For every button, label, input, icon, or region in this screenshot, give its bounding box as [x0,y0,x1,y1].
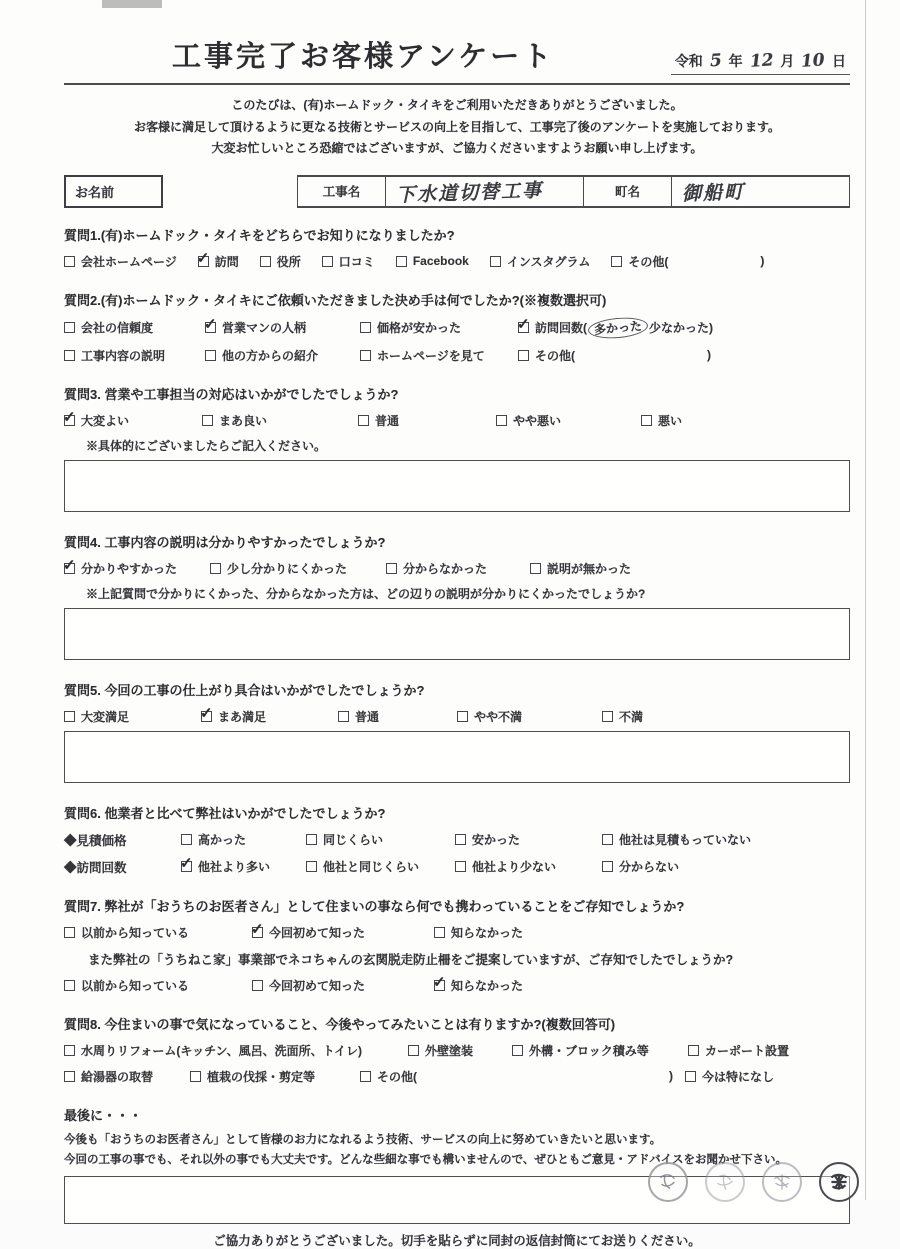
date-field [671,51,850,75]
option-other[interactable] [360,1068,673,1085]
option-label: 外壁塗装 [425,1043,474,1058]
town-name-field[interactable] [672,177,849,206]
option-somewhat-dissatisfied[interactable] [457,708,602,725]
option-label: 訪問 [214,254,239,269]
option-label: 口コミ [338,254,375,269]
checkbox-icon[interactable] [181,861,192,872]
option-did-not-know[interactable] [434,924,850,941]
option-label: 大変よい [81,413,130,428]
checkbox-icon[interactable] [198,256,209,267]
page-title: 工事完了お客様アンケート [172,41,555,73]
question-4-note: ※上記質問で分かりにくかった、分からなかった方は、どの辺りの説明が分かりにくかったでしょうか? [86,586,646,601]
checkbox-icon[interactable] [64,256,75,267]
option-label: 知らなかった [451,925,524,940]
checkbox-icon[interactable] [201,711,212,722]
option-label: まあ満足 [218,709,267,724]
option-normal[interactable] [338,708,457,725]
checkbox-icon[interactable] [260,256,271,267]
hanko-stamp-icon [819,1162,859,1202]
stamp-row [648,1162,859,1202]
question-3-options [64,412,850,429]
name-label: お名前 [75,184,115,200]
scan-page-edge [865,0,866,1200]
question-3-comment-box[interactable] [64,460,850,512]
option-low-price[interactable] [360,319,518,336]
closing-line: 今後も「おうちのお医者さん」として皆様のお力になれるよう技術、サービスの向上に努めていきたいと思います。 [64,1133,662,1146]
question-7-sub-heading: また弊社の「うちねこ家」事業部でネコちゃんの玄関脱走防止柵をご提案していますが、ご存知でしたでしょうか? [88,952,734,967]
option-learned-this-time[interactable] [252,977,434,994]
question-5 [64,680,850,783]
row-bullet-label: ◆訪問回数 [64,860,127,875]
date-year-value: 5 [709,50,723,72]
option-did-not-know[interactable] [434,977,850,994]
checkbox-icon[interactable] [64,1071,75,1082]
checkbox-icon[interactable] [306,861,317,872]
question-5-comment-box[interactable] [64,731,850,783]
work-info-table [297,175,850,208]
option-label: 役所 [276,254,301,269]
work-name-value: 下水道切替工事 [395,179,544,207]
option-dont-know[interactable] [602,858,850,875]
question-7 [64,896,850,994]
question-8-heading: 質問8. 今住まいの事で気になっていること、今後やってみたいことは有りますか?(複数回答可) [64,1016,616,1032]
question-4-heading: 質問4. 工事内容の説明は分かりやすかったでしょうか? [64,534,386,550]
option-label: 他社より少ない [472,860,557,875]
checkbox-icon[interactable] [205,322,216,333]
option-cheaper[interactable] [455,831,602,848]
option-fairly-good[interactable] [202,412,358,429]
option-label: Facebook [412,254,469,269]
option-label: 工事内容の説明 [81,348,166,363]
option-label: 説明が無かった [547,561,632,576]
question-2-row-2 [64,347,850,364]
checkbox-icon[interactable] [190,1071,201,1082]
option-label: 安かった [472,833,521,848]
date-era-label: 令和 [674,53,703,69]
checkbox-icon[interactable] [518,322,529,333]
question-8-row-1 [64,1042,850,1059]
checkbox-icon[interactable] [181,834,192,845]
option-label: 会社の信頼度 [81,321,154,336]
date-month-value: 12 [748,50,774,72]
checkbox-icon[interactable] [64,711,75,722]
checkbox-icon[interactable] [518,350,529,361]
hanko-stamp-icon [762,1162,802,1202]
option-label-suffix: 少なかった) [649,321,714,336]
option-label: 会社ホームページ [81,254,177,269]
option-label: やや不満 [474,709,523,724]
option-bad[interactable] [641,412,850,429]
checkbox-icon[interactable] [64,563,75,574]
option-very-good[interactable] [64,412,202,429]
option-salesman-character[interactable] [205,319,360,336]
option-label: 少し分かりにくかった [227,561,348,576]
option-city-office[interactable] [260,253,301,270]
option-label: ホームページを見て [377,348,485,363]
option-label: 営業マンの人柄 [222,321,307,336]
checkbox-icon[interactable] [64,1045,75,1056]
spacer [163,175,297,208]
option-label: 分からなかった [403,561,488,576]
option-work-explanation[interactable] [64,347,205,364]
checkbox-icon[interactable] [64,927,75,938]
question-3-heading: 質問3. 営業や工事担当の対応はいかがでしたでしょうか? [64,386,399,402]
town-name-label: 町名 [584,177,672,206]
question-7-heading: 質問7. 弊社が「おうちのお医者さん」として住まいの事なら何でも携わっていることをご存知でしょうか? [64,898,685,914]
option-no-explanation[interactable] [530,560,850,577]
closing-heading: 最後に・・・ [64,1107,143,1123]
option-knew-before[interactable] [64,977,252,994]
checkbox-icon[interactable] [512,1045,523,1056]
option-label: 高かった [198,833,247,848]
checkbox-icon[interactable] [64,322,75,333]
checkbox-icon[interactable] [202,415,213,426]
scan-artifact [102,0,162,8]
checkbox-icon[interactable] [530,563,541,574]
paren-close: ) [669,1069,673,1084]
option-fewer-than-others[interactable] [455,858,602,875]
question-7-row-1 [64,924,850,941]
option-label: まあ良い [219,413,268,428]
option-fairly-satisfied[interactable] [201,708,338,725]
option-water-heater-replacement[interactable] [64,1068,190,1085]
option-dissatisfied[interactable] [602,708,850,725]
option-word-of-mouth[interactable] [322,253,375,270]
option-other[interactable] [518,347,850,364]
question-5-heading: 質問5. 今回の工事の仕上がり具合はいかがでしたでしょうか? [64,682,425,698]
checkbox-icon[interactable] [358,415,369,426]
option-label: 水周りリフォーム(キッチン、風呂、洗面所、トイレ) [81,1043,362,1058]
fields-row [64,175,850,208]
checkbox-icon[interactable] [322,256,333,267]
option-label: インスタグラム [506,254,591,269]
town-name-value: 御船町 [681,180,746,205]
option-label: カーポート設置 [705,1043,790,1058]
question-3 [64,384,850,512]
intro-line: お客様に満足して頂けるように更なる技術とサービスの向上を目指して、工事完了後のアンケートを実施しております。 [133,119,781,134]
option-label: 悪い [658,413,683,428]
option-more-than-others[interactable] [181,858,306,875]
option-label: 今回初めて知った [269,978,366,993]
option-referral[interactable] [205,347,360,364]
option-label: 今回初めて知った [269,925,366,940]
paren-close: ) [760,254,765,269]
checkbox-icon[interactable] [496,415,507,426]
question-6-row-visits [64,858,850,876]
option-knew-before[interactable] [64,924,252,941]
checkbox-icon[interactable] [602,711,613,722]
intro-text [64,95,850,160]
checkbox-icon[interactable] [360,322,371,333]
option-same-as-others[interactable] [306,858,455,875]
option-label-prefix: 訪問回数( [535,321,587,336]
option-about-same[interactable] [306,831,455,848]
question-6-heading: 質問6. 他業者と比べて弊社はいかがでしたでしょうか? [64,805,386,821]
hanko-stamp-icon [648,1162,688,1202]
option-label: その他( [628,254,669,269]
checkbox-icon[interactable] [611,256,622,267]
option-label: 普通 [355,709,380,724]
checkbox-icon[interactable] [455,834,466,845]
checkbox-icon[interactable] [602,834,613,845]
option-label: 同じくらい [323,833,384,848]
question-4-comment-box[interactable] [64,608,850,660]
checkbox-icon[interactable] [64,980,75,991]
paren-close: ) [707,348,711,363]
option-label: 給湯器の取替 [81,1069,154,1084]
option-no-other-quotes[interactable] [602,831,850,848]
option-company-website[interactable] [64,253,177,270]
option-label: 植栽の伐採・剪定等 [207,1069,316,1084]
checkbox-icon[interactable] [360,350,371,361]
option-label: 他社より多い [198,860,271,875]
option-expensive[interactable] [181,831,306,848]
option-label: 不満 [619,709,644,724]
intro-line: このたびは、(有)ホームドック・タイキをご利用いただきありがとうございました。 [231,98,683,112]
option-nothing-now[interactable] [685,1068,774,1085]
checkbox-icon[interactable] [490,256,501,267]
option-exterior-block-work[interactable] [512,1042,688,1059]
option-label: 以前から知っている [81,925,190,940]
question-2-heading: 質問2.(有)ホームドック・タイキにご依頼いただきました決め手は何でしたか?(※複数選択可) [64,292,607,308]
checkbox-icon[interactable] [64,415,75,426]
checkbox-icon[interactable] [396,256,407,267]
checkbox-icon[interactable] [434,980,445,991]
circled-choice-many[interactable]: 多かった [587,315,649,340]
checkbox-icon[interactable] [360,1071,371,1082]
date-day-value: 10 [800,50,826,72]
option-normal[interactable] [358,412,496,429]
option-label: 大変満足 [81,709,130,724]
question-1-heading: 質問1.(有)ホームドック・タイキをどちらでお知りになりましたか? [64,227,455,243]
date-year-unit: 年 [728,53,743,69]
option-label: 他社と同じくらい [323,860,420,875]
checkbox-icon[interactable] [306,834,317,845]
question-6-row-price [64,831,850,849]
work-name-label: 工事名 [298,177,386,206]
checkbox-icon[interactable] [457,711,468,722]
question-6 [64,803,850,876]
option-label: 分かりやすかった [81,561,178,576]
work-name-field[interactable] [386,177,584,206]
checkbox-icon[interactable] [210,563,221,574]
option-very-satisfied[interactable] [64,708,201,725]
option-label: やや悪い [513,413,562,428]
checkbox-icon[interactable] [64,350,75,361]
option-label: その他( [377,1069,417,1084]
option-label: 外構・ブロック積み等 [529,1043,649,1058]
checkbox-icon[interactable] [602,861,613,872]
option-label: 知らなかった [451,978,524,993]
question-4 [64,532,850,660]
checkbox-icon[interactable] [688,1045,699,1056]
checkbox-icon[interactable] [205,350,216,361]
checkbox-icon[interactable] [408,1045,419,1056]
checkbox-icon[interactable] [455,861,466,872]
option-company-trust[interactable] [64,319,205,336]
option-label: その他( [535,348,575,363]
option-visit-count[interactable] [518,318,850,338]
option-learned-this-time[interactable] [252,924,434,941]
option-facebook[interactable] [396,254,469,268]
checkbox-icon[interactable] [252,980,263,991]
date-month-unit: 月 [780,53,795,69]
option-tree-pruning[interactable] [190,1068,360,1085]
option-slightly-hard[interactable] [210,560,386,577]
option-label: 他社は見積もっていない [619,833,752,848]
question-1 [64,225,850,270]
option-visit[interactable] [198,253,239,270]
option-easy-to-understand[interactable] [64,560,210,577]
question-2 [64,290,850,364]
option-label: 分からない [619,860,680,875]
question-7-row-2 [64,977,850,994]
option-instagram[interactable] [490,253,591,270]
option-carport-installation[interactable] [688,1042,850,1059]
hanko-stamp-icon [705,1162,745,1202]
question-2-row-1 [64,318,850,338]
option-exterior-painting[interactable] [408,1042,512,1059]
checkbox-icon[interactable] [386,563,397,574]
row-bullet-label: ◆見積価格 [64,833,127,848]
question-3-note: ※具体的にございましたらご記入ください。 [86,438,327,453]
intro-line: 大変お忙しいところ恐縮ではございますが、ご協力くださいますようお願い申し上げます。 [211,141,703,156]
option-somewhat-bad[interactable] [496,412,641,429]
closing-line: 今回の工事の事でも、それ以外の事でも大丈夫です。どんな些細な事でも構いませんので、ぜひともご意見・アドバイスをお聞かせ下さい。 [64,1153,787,1166]
form-content [64,34,850,1249]
option-label: 他の方からの紹介 [222,348,319,363]
option-label: 以前から知っている [81,978,190,993]
checkbox-icon[interactable] [641,415,652,426]
option-did-not-understand[interactable] [386,560,530,577]
date-day-unit: 日 [832,53,846,69]
question-1-options [64,253,850,270]
checkbox-icon[interactable] [434,927,445,938]
option-label: 価格が安かった [377,321,462,336]
option-saw-homepage[interactable] [360,347,518,364]
form-header [64,34,850,85]
question-8-row-2 [64,1068,850,1085]
option-water-area-reform[interactable] [64,1042,408,1059]
option-label: 普通 [375,413,400,428]
thanks-message: ご協力ありがとうございました。切手を貼らずに同封の返信封筒にてお送りください。 [213,1234,701,1249]
name-field[interactable] [64,175,163,208]
option-label: 今は特になし [702,1069,775,1084]
option-other[interactable] [611,253,764,270]
question-8 [64,1014,850,1085]
checkbox-icon[interactable] [685,1071,696,1082]
checkbox-icon[interactable] [252,927,263,938]
question-5-options [64,708,850,725]
checkbox-icon[interactable] [338,711,349,722]
question-4-options [64,560,850,577]
